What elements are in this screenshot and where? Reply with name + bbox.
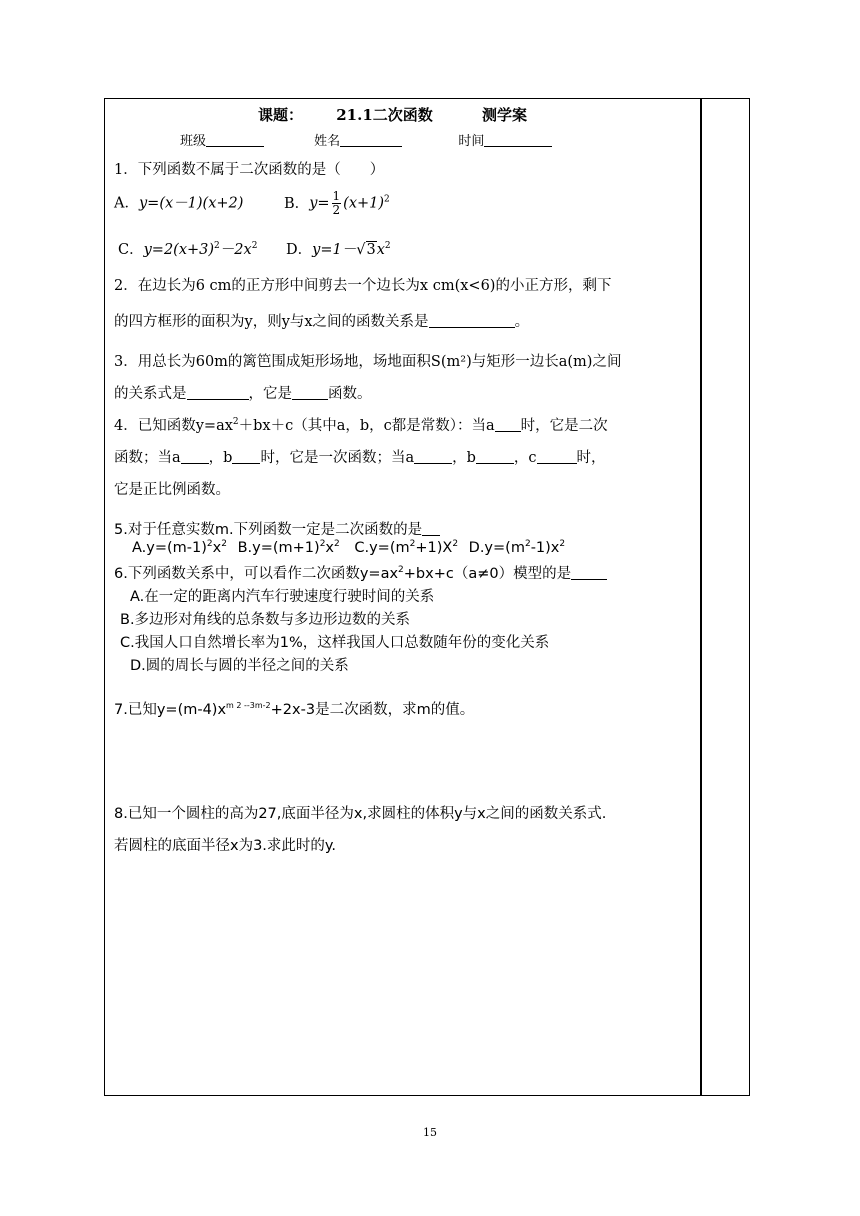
q4-l2-e: ，c [513, 450, 537, 466]
title-label: 课题： [258, 106, 304, 124]
q1-c-expr: y=2(x+3) [143, 242, 215, 258]
question-6-option-c: C.我国人口自然增长率为1%，这样我国人口总数随年份的变化关系 [120, 635, 550, 651]
q1-c-mid: －2x [219, 242, 252, 258]
title-type: 测学案 [482, 106, 528, 124]
q3-text-b: ，它是 [248, 386, 292, 402]
student-info-row [180, 130, 552, 149]
time-field[interactable] [484, 132, 552, 147]
question-8-line-1: 8.已知一个圆柱的高为27,底面半径为x,求圆柱的体积y与x之间的函数关系式. [114, 806, 607, 822]
question-6-option-a: A.在一定的距离内汽车行驶速度行驶时间的关系 [130, 589, 435, 605]
q3-text-a: 的关系式是 [114, 386, 187, 402]
q1-b-rest: (x+1) [343, 195, 385, 212]
q4-l2-b: ，b [208, 450, 233, 466]
question-3-line-2 [114, 382, 372, 403]
q7-exponent: m 2 --3m-2 [226, 701, 271, 710]
q1-b-num: 1 [332, 189, 341, 203]
q3-text-c: 函数。 [328, 386, 372, 402]
q1-b-prefix: B． [284, 195, 310, 212]
q5-opt-b-exp: 2 [319, 539, 326, 549]
sqrt-icon: √ [356, 242, 366, 258]
class-field[interactable] [206, 132, 264, 147]
question-1-stem: 1．下列函数不属于二次函数的是（ ） [114, 162, 385, 178]
title-course: 21.1二次函数 [336, 106, 433, 124]
q1-b-fraction [332, 190, 342, 217]
question-6-stem [114, 562, 607, 583]
question-7-stem [114, 698, 474, 719]
q7-stem-a: 7.已知y=(m-4)x [114, 702, 227, 718]
q1-d-exp: 2 [384, 241, 391, 251]
q1-a-prefix: A． [114, 195, 139, 212]
q6-stem-exp: 2 [398, 565, 404, 575]
question-4-line-2 [114, 446, 606, 467]
q4-blank-1[interactable] [495, 417, 521, 432]
q1-b-lhs: y= [309, 195, 330, 212]
q5-opt-c2: +1)X [415, 540, 453, 556]
q5-opt-c-exp2: 2 [452, 539, 459, 549]
q1-a-expr: y=(x－1)(x+2) [138, 195, 244, 212]
name-label: 姓名 [314, 134, 341, 149]
question-6-option-d: D.圆的周长与圆的半径之间的关系 [130, 658, 349, 674]
q4-blank-4[interactable] [414, 449, 452, 464]
q1-d-sqrt: 3 [366, 242, 376, 258]
q3-answer-blank-2[interactable] [292, 385, 328, 400]
q5-opt-a-exp: 2 [206, 539, 213, 549]
question-1-options-ab [114, 190, 390, 217]
question-6-option-b: B.多边形对角线的总条数与多边形边数的关系 [120, 612, 411, 628]
question-3-line-1: 3．用总长为60m的篱笆围成矩形场地，场地面积S(m²)与矩形一边长a(m)之间 [114, 354, 622, 370]
q2-answer-blank[interactable] [429, 313, 515, 328]
question-8-line-2: 若圆柱的底面半径x为3.求此时的y. [114, 838, 337, 854]
q5-opt-c-exp: 2 [409, 539, 416, 549]
question-1-options-cd [118, 238, 391, 259]
q5-opt-b: B.y=(m+1) [237, 540, 320, 556]
q1-b-den: 2 [332, 203, 341, 217]
column-divider [700, 98, 702, 1096]
time-label: 时间 [458, 134, 485, 149]
page-title [258, 104, 527, 125]
q4-blank-3[interactable] [232, 449, 260, 464]
q4-blank-5[interactable] [476, 449, 514, 464]
question-2-line-1: 2．在边长为6 cm的正方形中间剪去一个边长为x cm(x<6)的小正方形，剩下 [114, 278, 612, 294]
q4-l1-c: 时，它是二次 [520, 418, 608, 434]
q4-blank-6[interactable] [537, 449, 577, 464]
q5-opt-d-exp2: 2 [559, 539, 566, 549]
q5-opt-d2: -1)x [530, 540, 560, 556]
q4-l2-f: 时， [576, 450, 606, 466]
q5-opt-d: D.y=(m [468, 540, 525, 556]
q4-l2-a: 函数；当a [114, 450, 181, 466]
q5-opt-a: A.y=(m-1) [132, 540, 207, 556]
class-label: 班级 [180, 134, 207, 149]
q5-opt-c: C.y=(m [354, 540, 410, 556]
q1-c-exp2: 2 [251, 241, 258, 251]
q1-d-lhs: y=1－ [312, 242, 357, 258]
question-4-line-1 [114, 414, 608, 435]
q5-opt-b2: x [325, 540, 335, 556]
q5-stem-text: 5.对于任意实数m.下列函数一定是二次函数的是 [114, 522, 423, 538]
q1-c-exp1: 2 [214, 241, 220, 251]
q5-opt-a2: x [212, 540, 222, 556]
q5-opt-d-exp: 2 [524, 539, 531, 549]
q4-l1-a: 4．已知函数y=ax [114, 418, 233, 434]
q4-l1-b: ＋bx＋c（其中a，b，c都是常数）：当a [238, 418, 495, 434]
q1-d-prefix: D． [286, 242, 313, 258]
q1-d-var: x [376, 242, 385, 258]
q3-answer-blank-1[interactable] [187, 385, 249, 400]
name-field[interactable] [340, 132, 402, 147]
q4-l2-d: ，b [452, 450, 476, 466]
q2-text-a: 的四方框形的面积为y，则y与x之间的函数关系是 [114, 314, 429, 330]
q5-opt-b-exp2: 2 [334, 539, 340, 549]
question-2-line-2 [114, 310, 529, 331]
q4-blank-2[interactable] [181, 449, 209, 464]
q4-l1-exp: 2 [232, 417, 239, 427]
q6-stem-a: 6.下列函数关系中，可以看作二次函数y=ax [114, 566, 399, 582]
q6-answer-blank[interactable] [571, 565, 607, 580]
q1-c-prefix: C． [118, 242, 144, 258]
q4-l2-c: 时，它是一次函数；当a [260, 450, 415, 466]
page-number: 15 [423, 1126, 437, 1139]
q5-answer-blank[interactable] [422, 521, 440, 536]
q1-b-exp: 2 [384, 194, 390, 205]
q5-opt-a-exp2: 2 [221, 539, 227, 549]
question-5-stem [114, 518, 440, 539]
q6-stem-b: +bx+c（a≠0）模型的是 [403, 566, 572, 582]
q2-text-b: 。 [514, 314, 530, 330]
question-5-options [132, 540, 565, 556]
question-4-line-3: 它是正比例函数。 [114, 482, 230, 498]
q7-stem-b: +2x-3是二次函数，求m的值。 [270, 702, 475, 718]
